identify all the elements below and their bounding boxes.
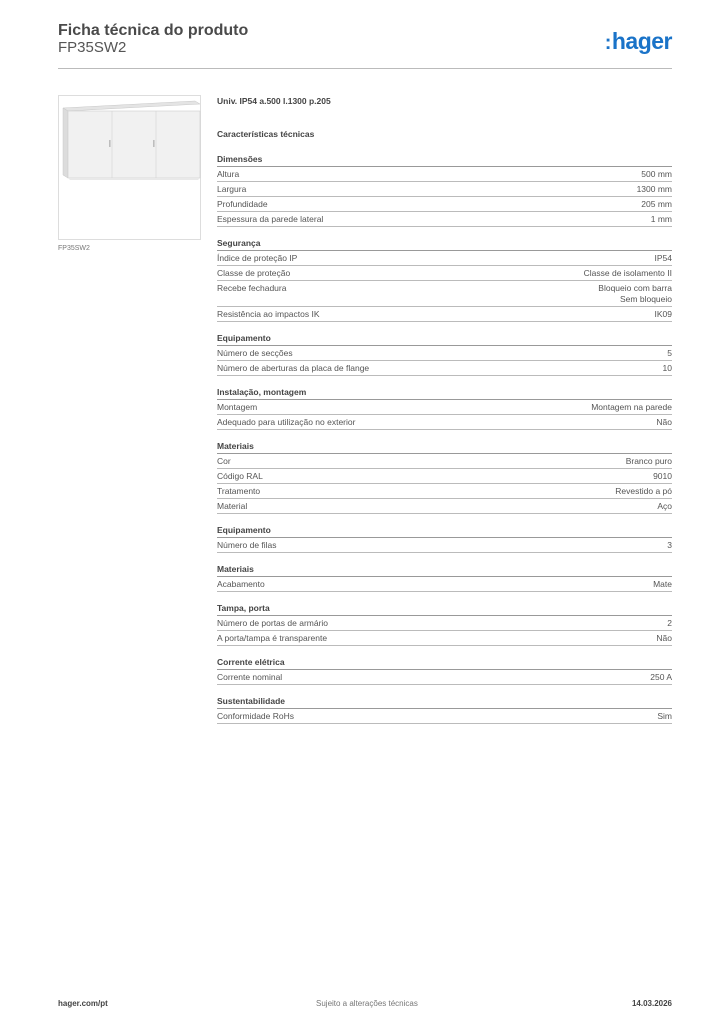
spec-value-line: 10 [662,363,672,373]
spec-section [217,696,672,724]
spec-row [217,469,672,484]
spec-row [217,484,672,499]
spec-value [667,348,672,359]
spec-value [656,633,672,644]
spec-value-line: 5 [667,348,672,358]
spec-section [217,154,672,227]
spec-label: Acabamento [217,579,265,589]
spec-row [217,499,672,514]
spec-value [650,672,672,683]
spec-section [217,238,672,322]
spec-value-line: Montagem na parede [591,402,672,412]
spec-value-line: 205 mm [641,199,672,209]
spec-value-line: IK09 [654,309,672,319]
spec-value-line: Aço [657,501,672,511]
spec-value-line: 3 [667,540,672,550]
spec-section [217,564,672,592]
spec-label: Classe de proteção [217,268,291,278]
spec-value [615,486,672,497]
spec-value [637,184,672,195]
spec-value [655,253,673,264]
spec-row [217,538,672,553]
spec-row [217,251,672,266]
spec-row [217,167,672,182]
spec-label: Número de filas [217,540,277,550]
spec-label: Largura [217,184,247,194]
spec-value-line: 1300 mm [636,184,672,194]
section-title: Equipamento [217,525,672,538]
spec-value [655,309,673,320]
characteristics-heading: Características técnicas [217,129,315,139]
spec-label: A porta/tampa é transparente [217,633,328,643]
spec-row [217,670,672,685]
spec-label: Número de secções [217,348,293,358]
spec-section [217,387,672,430]
spec-label: Adequado para utilização no exterior [217,417,356,427]
spec-row [217,307,672,322]
spec-label: Cor [217,456,231,466]
spec-row [217,197,672,212]
spec-value-line: Classe de isolamento II [583,268,672,278]
spec-label: Espessura da parede lateral [217,214,324,224]
spec-row [217,709,672,724]
spec-value-line: 250 A [650,672,672,682]
spec-value [657,711,672,722]
spec-value-line: IP54 [654,253,672,263]
spec-value-line: 500 mm [641,169,672,179]
logo-text: hager [611,28,672,54]
section-title: Tampa, porta [217,603,672,616]
spec-row [217,361,672,376]
spec-value-line: Não [656,633,672,643]
spec-label: Corrente nominal [217,672,283,682]
spec-value [584,268,672,279]
hager-logo [605,28,672,55]
spec-section [217,525,672,553]
spec-label: Profundidade [217,199,268,209]
spec-row [217,182,672,197]
photo-caption: FP35SW2 [58,245,90,252]
spec-value [626,456,672,467]
spec-row [217,266,672,281]
spec-label: Montagem [217,402,258,412]
footer-disclaimer: Sujeito a alterações técnicas [316,999,418,1008]
spec-row [217,346,672,361]
section-title: Equipamento [217,333,672,346]
section-title: Instalação, montagem [217,387,672,400]
spec-value-line: Não [656,417,672,427]
spec-value [667,540,672,551]
spec-label: Número de aberturas da placa de flange [217,363,370,373]
header-divider [58,68,672,69]
spec-value-line: Sim [657,711,672,721]
spec-value-line: 1 mm [650,214,672,224]
spec-section [217,657,672,685]
section-title: Sustentabilidade [217,696,672,709]
spec-label: Código RAL [217,471,263,481]
spec-row [217,454,672,469]
spec-sections [217,154,672,724]
spec-section [217,441,672,514]
section-title: Materiais [217,441,672,454]
spec-row [217,281,672,307]
page-title: Ficha técnica do produto [58,22,249,39]
spec-label: Tratamento [217,486,261,496]
product-code: FP35SW2 [58,39,127,56]
spec-value [641,199,672,210]
spec-label: Número de portas de armário [217,618,329,628]
spec-sheet [217,96,672,724]
spec-row [217,616,672,631]
spec-value-line: Sem bloqueio [620,294,672,304]
spec-value [641,169,672,180]
spec-label: Altura [217,169,240,179]
spec-label: Conformidade RoHs [217,711,295,721]
spec-value [656,417,672,428]
spec-value [663,363,672,374]
spec-row [217,415,672,430]
spec-section [217,333,672,376]
spec-value-line: Mate [653,579,672,589]
spec-value [657,501,672,512]
logo-dots-icon: : [604,32,611,54]
spec-label: Material [217,501,248,511]
spec-value-line: 2 [667,618,672,628]
spec-label: Resistência ao impactos IK [217,309,320,319]
section-title: Dimensões [217,154,672,167]
spec-value [667,618,672,629]
spec-value-line: 9010 [653,471,672,481]
spec-label: Recebe fechadura [217,283,287,293]
footer-website-link[interactable]: hager.com/pt [58,999,108,1008]
footer-date: 14.03.2026 [631,999,672,1008]
spec-value [653,471,672,482]
cabinet-product-photo [58,95,201,240]
spec-row [217,631,672,646]
spec-row [217,577,672,592]
spec-value-line: Bloqueio com barra [598,283,672,293]
spec-value [651,214,672,225]
spec-label: Índice de proteção IP [217,253,298,263]
section-title: Segurança [217,238,672,251]
section-title: Corrente elétrica [217,657,672,670]
spec-value [598,283,672,305]
spec-row [217,212,672,227]
spec-value-line: Branco puro [625,456,672,466]
spec-value [653,579,672,590]
product-name: Univ. IP54 a.500 l.1300 p.205 [217,96,331,106]
section-title: Materiais [217,564,672,577]
spec-row [217,400,672,415]
spec-value [591,402,672,413]
spec-value-line: Revestido a pó [615,486,672,496]
spec-section [217,603,672,646]
